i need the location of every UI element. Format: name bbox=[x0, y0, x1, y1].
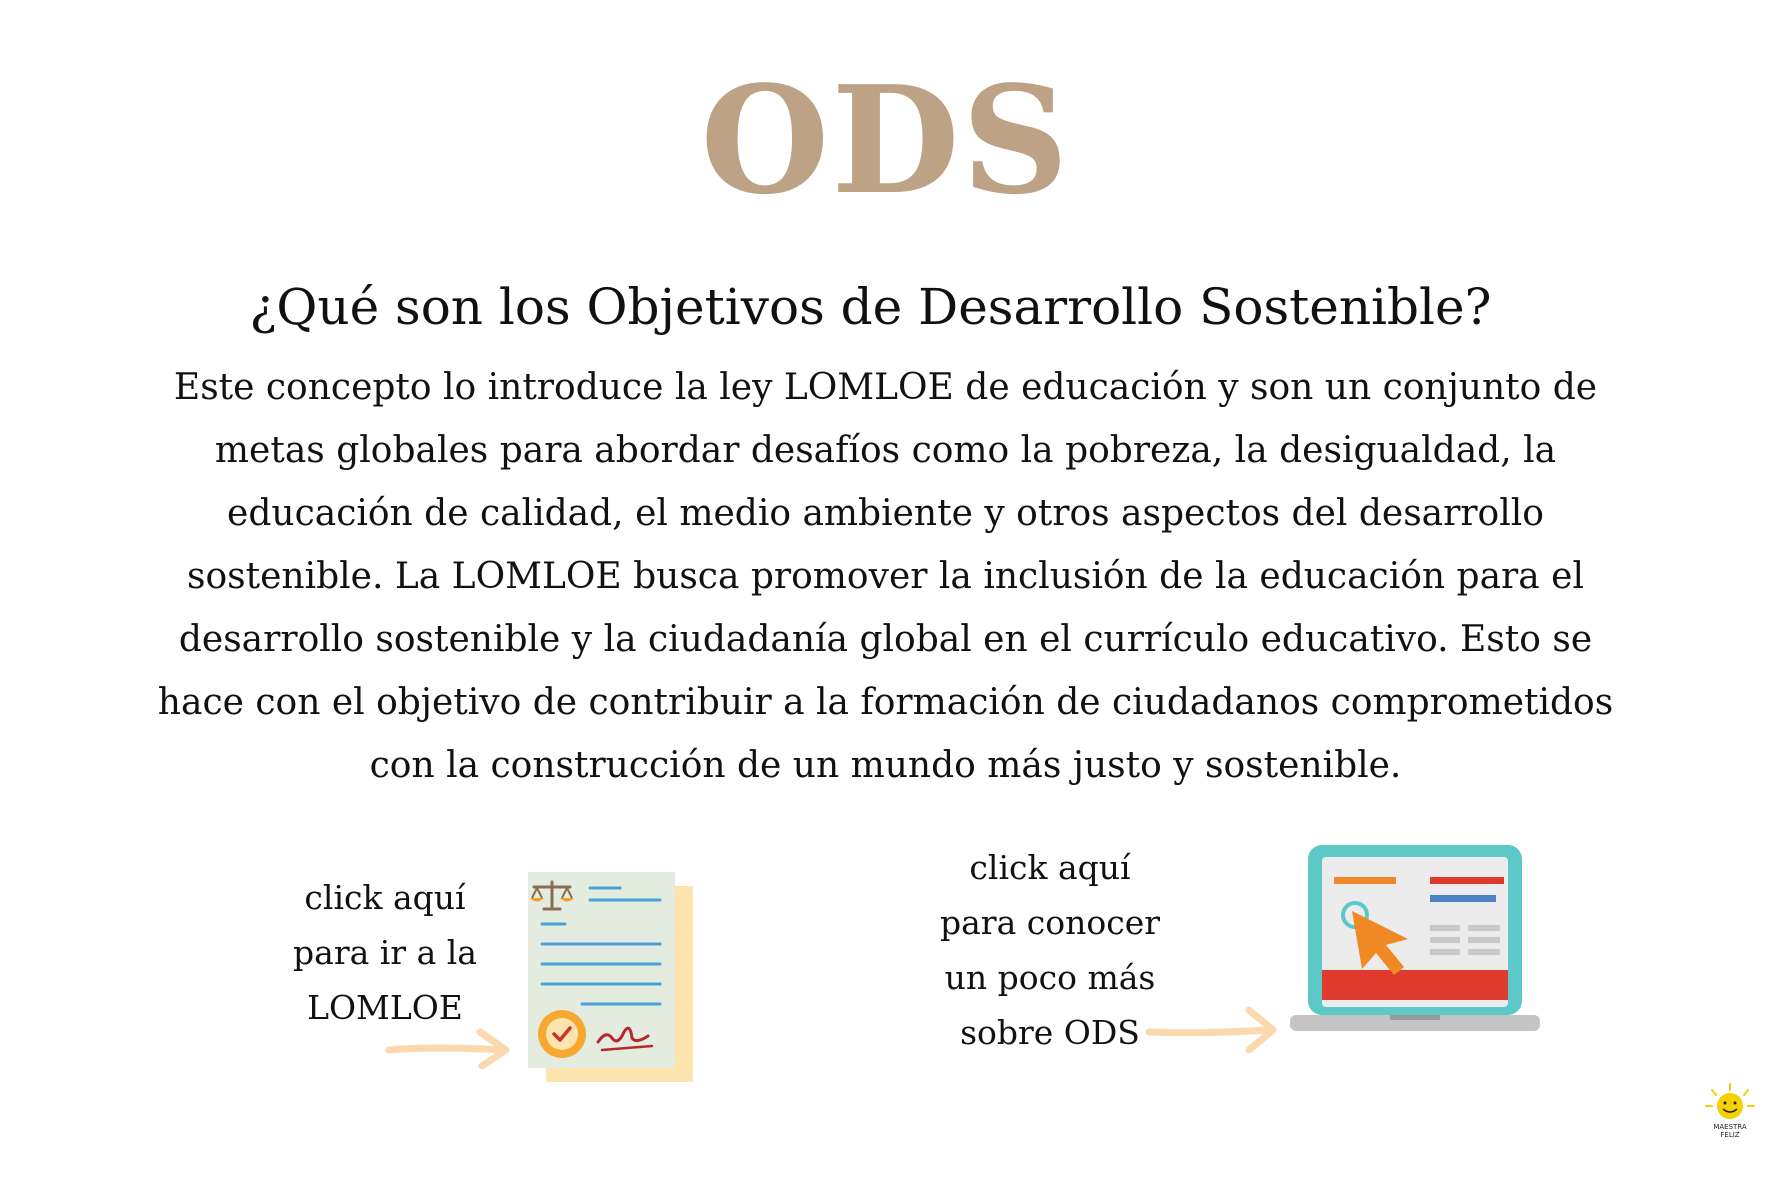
body-line: hace con el objetivo de contribuir a la formación de ciudadanos comprometidos bbox=[157, 682, 1614, 723]
body-paragraph bbox=[70, 356, 1701, 797]
logo-text: MAESTRA bbox=[1713, 1123, 1747, 1131]
lomloe-link-line: para ir a la bbox=[293, 933, 477, 972]
lomloe-link-line: LOMLOE bbox=[307, 988, 463, 1027]
ods-link-line: click aquí bbox=[969, 848, 1131, 887]
body-line: sostenible. La LOMLOE busca promover la inclusión de la educación para el bbox=[187, 556, 1584, 597]
body-line: desarrollo sostenible y la ciudadanía global en el currículo educativo. Esto se bbox=[178, 619, 1593, 660]
body-line: metas globales para abordar desafíos como la pobreza, la desigualdad, la bbox=[214, 430, 1557, 471]
arrow-right-icon bbox=[1145, 1000, 1280, 1055]
logo-text: FELIZ bbox=[1720, 1131, 1740, 1139]
body-line: Este concepto lo introduce la ley LOMLOE de educación y son un conjunto de bbox=[173, 367, 1598, 408]
lomloe-link[interactable] bbox=[265, 870, 505, 1035]
ods-link-line: para conocer bbox=[940, 903, 1160, 942]
body-line: educación de calidad, el medio ambiente y otros aspectos del desarrollo bbox=[227, 493, 1544, 534]
page-title: ODS bbox=[700, 53, 1071, 227]
lomloe-link-line: click aquí bbox=[304, 878, 466, 917]
body-line: con la construcción de un mundo más justo y sostenible. bbox=[369, 745, 1402, 786]
legal-document-icon[interactable] bbox=[520, 860, 695, 1085]
laptop-click-icon[interactable] bbox=[1290, 835, 1540, 1035]
ods-link-line: un poco más bbox=[944, 958, 1156, 997]
ods-link-line: sobre ODS bbox=[960, 1013, 1140, 1052]
sun-icon bbox=[1700, 1082, 1760, 1144]
arrow-right-icon bbox=[385, 1020, 515, 1070]
ods-link[interactable] bbox=[920, 840, 1180, 1060]
page-subtitle: ¿Qué son los Objetivos de Desarrollo Sostenible? bbox=[249, 278, 1492, 336]
